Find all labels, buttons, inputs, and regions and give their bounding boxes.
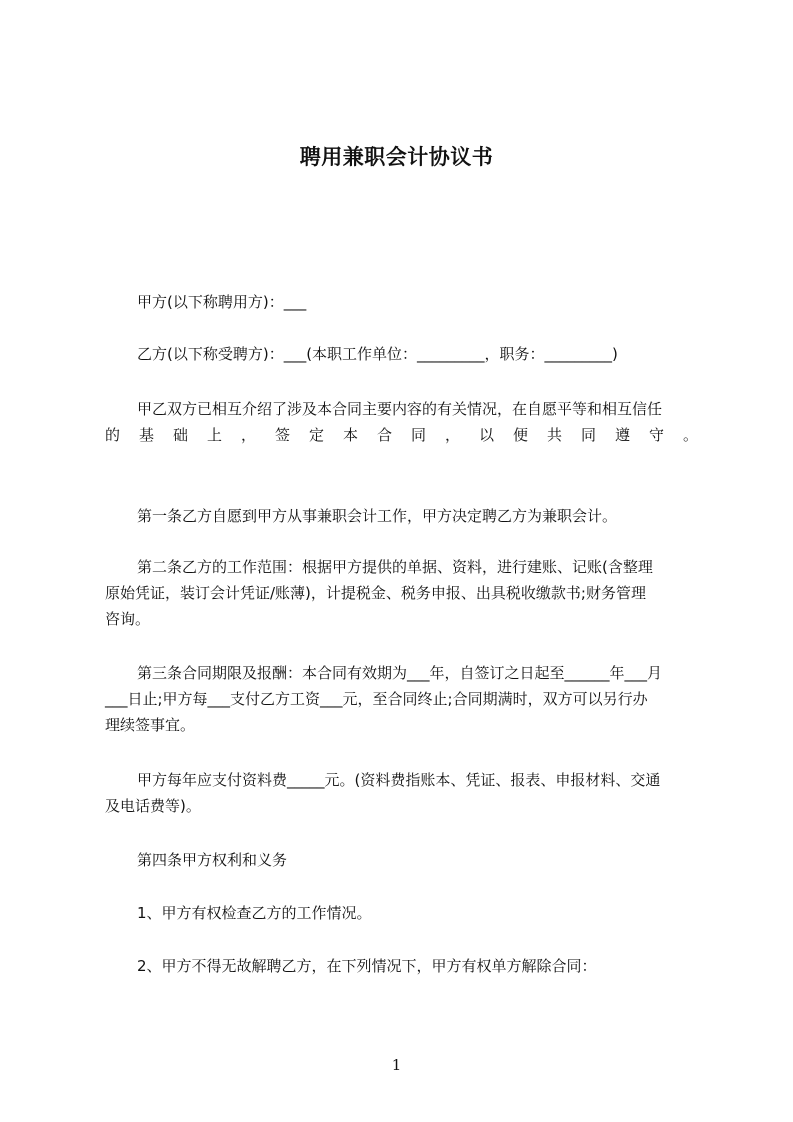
fee-line-1: 甲方每年应支付资料费_____元。(资料费指账本、凭证、报表、申报材料、交通 (137, 771, 661, 789)
article-2-line-3: 咨询。 (105, 610, 151, 628)
article-1: 第一条乙方自愿到甲方从事兼职会计工作，甲方决定聘乙方为兼职会计。 (137, 507, 618, 525)
fee-line-2: 及电话费等)。 (105, 797, 201, 815)
article-2-line-1: 第二条乙方的工作范围：根据甲方提供的单据、资料，进行建账、记账(含整理 (137, 558, 653, 576)
intro-line-2: 的基础上，签定本合同，以便共同遵守。 (105, 426, 700, 444)
document-title: 聘用兼职会计协议书 (299, 145, 494, 169)
page-number: 1 (391, 1056, 402, 1074)
article-4-item-2: 2、甲方不得无故解聘乙方，在下列情况下，甲方有权单方解除合同： (137, 957, 597, 975)
article-3-line-1: 第三条合同期限及报酬：本合同有效期为___年，自签订之日起至______年___月 (137, 664, 663, 682)
article-3-line-3: 理续签事宜。 (105, 716, 196, 734)
article-3-line-2: ___日止;甲方每___支付乙方工资___元，至合同终止;合同期满时，双方可以另行办 (105, 690, 648, 708)
article-4-heading: 第四条甲方权利和义务 (137, 851, 288, 869)
party-a-line: 甲方(以下称聘用方)：___ (137, 293, 307, 311)
article-2-line-2: 原始凭证，装订会计凭证/账薄)，计提税金、税务申报、出具税收缴款书;财务管理 (105, 584, 646, 602)
article-4-item-1: 1、甲方有权检查乙方的工作情况。 (137, 904, 372, 922)
party-b-line: 乙方(以下称受聘方)：___(本职工作单位：_________，职务：_________) (137, 345, 618, 363)
intro-line-1: 甲乙双方已相互介绍了涉及本合同主要内容的有关情况，在自愿平等和相互信任 (137, 400, 663, 418)
